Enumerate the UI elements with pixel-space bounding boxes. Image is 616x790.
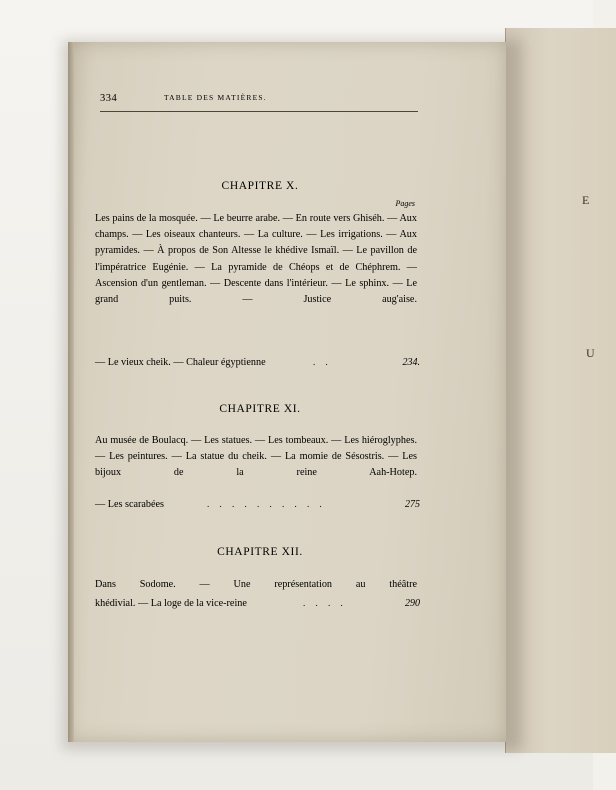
chapter-summary: Les pains de la mosquée. — Le beurre arabe. — En route vers Ghiséh. — Aux champs. — Les oiseaux chanteurs. — La culture. — Les irrigations. — Aux pyramides. — À propos de Son Altesse le khédive Ismaïl. — Le pavillon de l'impératrice Eugénie. — La pyramide de Chéops et de Chéphrem. — Ascension d'un gentleman. — Descente dans l'intérieur. — Le sphinx. — Le grand puits. — Justice aug'aise.	[95, 213, 417, 306]
page-reference: 275	[405, 499, 420, 510]
chapter-summary-last-line	[95, 499, 420, 515]
book-page	[68, 42, 506, 742]
facing-page-letter: E	[582, 193, 590, 207]
page-reference: 234.	[402, 357, 420, 368]
chapter-summary-last-line	[95, 357, 420, 373]
dot-leader: . . . .	[303, 598, 347, 608]
chapter-summary: Dans Sodome. — Une représentation au théâtre	[95, 579, 417, 590]
dot-leader: . .	[313, 357, 332, 367]
chapter-summary-last-line	[95, 598, 420, 614]
header-rule	[100, 111, 418, 112]
chapter-x-entry	[95, 180, 425, 368]
page-reference: 290	[405, 598, 420, 609]
chapter-xii-entry	[95, 546, 425, 609]
running-title: TABLE DES MATIÈRES.	[164, 93, 267, 102]
facing-page-letter: U	[586, 346, 595, 360]
dot-leader: . . . . . . . . . .	[207, 499, 326, 509]
summary-last-line-text: khédivial. — La loge de la vice-reine	[95, 598, 247, 609]
running-head	[100, 93, 418, 109]
page-number: 334	[100, 93, 118, 104]
chapter-heading: CHAPITRE XI.	[219, 403, 301, 415]
chapter-summary: Au musée de Boulacq. — Les statues. — Les tombeaux. — Les hiéroglyphes. — Les peintures. — La statue du cheik. — La momie de Sésostris. — Les bijoux de la reine Aah-Hotep.	[95, 435, 417, 479]
summary-last-line-text: — Les scarabées	[95, 499, 165, 510]
chapter-heading: CHAPITRE X.	[221, 180, 299, 192]
page-spine-edge	[68, 42, 74, 742]
chapter-heading: CHAPITRE XII.	[217, 546, 303, 558]
chapter-xi-entry	[95, 403, 425, 510]
pages-column-label: Pages	[395, 199, 415, 208]
summary-last-line-text: — Le vieux cheik. — Chaleur égyptienne	[95, 357, 266, 368]
